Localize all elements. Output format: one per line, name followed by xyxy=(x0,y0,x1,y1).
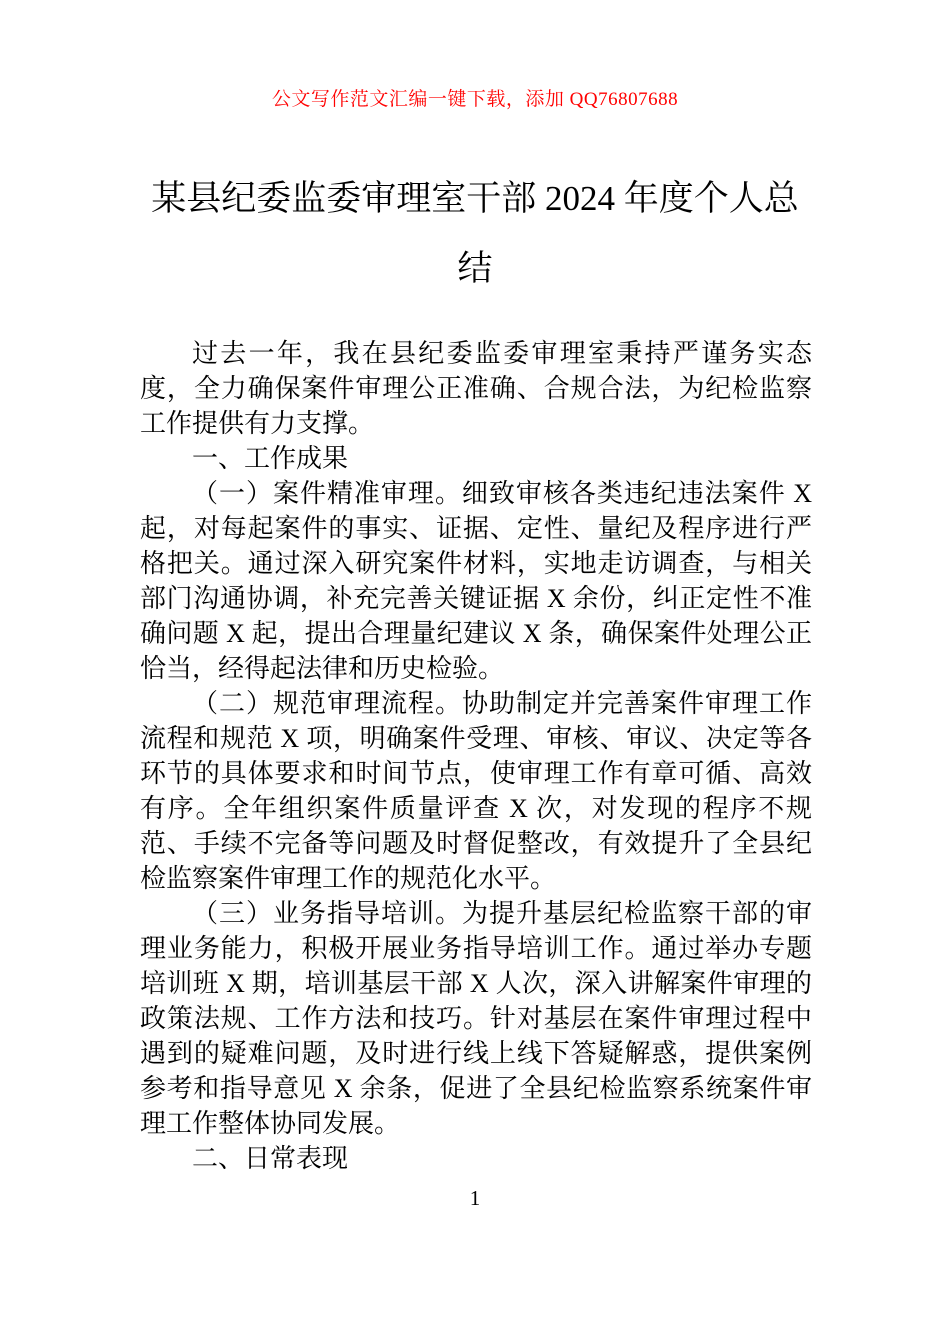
document-body xyxy=(140,336,812,1176)
paragraph-item-2: （二）规范审理流程。协助制定并完善案件审理工作流程和规范 X 项，明确案件受理、审核、审议、决定等各环节的具体要求和时间节点，使审理工作有章可循、高效有序。全年组织案件质量评查 X 次，对发现的程序不规范、手续不完备等问题及时督促整改，有效提升了全县纪检监察案件审理工作的规范化水平。 xyxy=(140,689,812,893)
header-notice: 公文写作范文汇编一键下载，添加 QQ76807688 xyxy=(271,89,679,110)
paragraph-item-3: （三）业务指导培训。为提升基层纪检监察干部的审理业务能力，积极开展业务指导培训工作。通过举办专题培训班 X 期，培训基层干部 X 人次，深入讲解案件审理的政策法规、工作方法和技巧。针对基层在案件审理过程中遇到的疑难问题，及时进行线上线下答疑解惑，提供案例参考和指导意见 X 余条，促进了全县纪检监察系统案件审理工作整体协同发展。 xyxy=(140,899,812,1138)
heading-section-2: 二、日常表现 xyxy=(192,1144,349,1173)
paragraph-intro: 过去一年，我在县纪委监委审理室秉持严谨务实态度，全力确保案件审理公正准确、合规合法，为纪检监察工作提供有力支撑。 xyxy=(140,339,812,438)
document-title: 某县纪委监委审理室干部 2024 年度个人总结 xyxy=(151,179,799,288)
page-number: 1 xyxy=(469,1186,481,1210)
heading-section-1: 一、工作成果 xyxy=(192,444,349,473)
paragraph-item-1: （一）案件精准审理。细致审核各类违纪违法案件 X 起，对每起案件的事实、证据、定性、量纪及程序进行严格把关。通过深入研究案件材料，实地走访调查，与相关部门沟通协调，补充完善关键证据 X 余份，纠正定性不准确问题 X 起，提出合理量纪建议 X 条，确保案件处理公正恰当，经得起法律和历史检验。 xyxy=(140,479,812,683)
